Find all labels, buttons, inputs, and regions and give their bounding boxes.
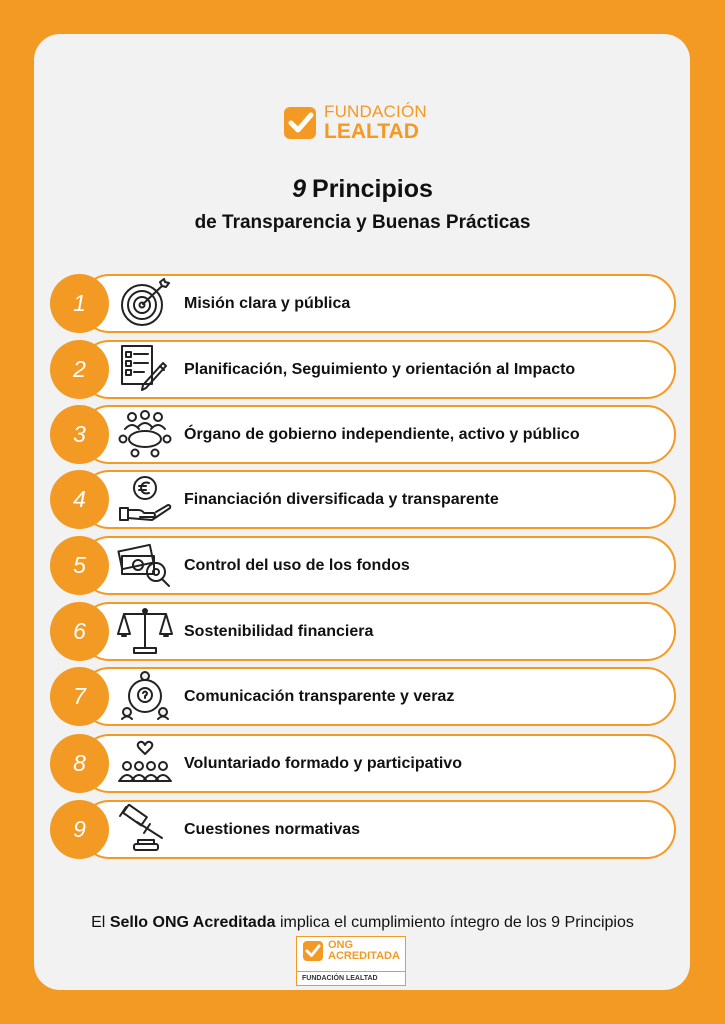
seal-line2: ACREDITADA (328, 950, 400, 962)
board-meeting-icon (116, 409, 174, 459)
page-title (0, 175, 725, 234)
balance-scale-icon (116, 606, 174, 656)
principle-number: 8 (73, 750, 86, 776)
principle-row (50, 800, 676, 858)
checklist-pencil-icon (116, 344, 174, 394)
principle-label: Órgano de gobierno independiente, activo y público (184, 425, 580, 443)
principle-row (50, 274, 676, 332)
principle-number: 1 (73, 290, 86, 316)
number-badge (50, 405, 109, 464)
principle-label: Comunicación transparente y veraz (184, 687, 455, 705)
principle-row (50, 470, 676, 528)
number-badge (50, 340, 109, 399)
principle-label: Sostenibilidad financiera (184, 622, 374, 640)
communication-circle-icon (116, 671, 174, 721)
principle-row (50, 536, 676, 594)
fundacion-lealtad-logo (282, 103, 427, 142)
number-badge (50, 470, 109, 529)
euro-coin-hand-icon (116, 474, 174, 524)
principle-label: Control del uso de los fondos (184, 556, 410, 574)
check-badge-icon (302, 940, 324, 962)
number-badge (50, 734, 109, 793)
number-badge (50, 602, 109, 661)
principle-number: 2 (73, 356, 86, 382)
principle-label: Financiación diversificada y transparente (184, 490, 499, 508)
principle-label: Voluntariado formado y participativo (184, 754, 462, 772)
banknotes-magnifier-icon (116, 540, 174, 590)
number-badge (50, 274, 109, 333)
check-badge-icon (282, 105, 318, 141)
footer-pre: El (91, 914, 106, 931)
title-subtitle: de Transparencia y Buenas Prácticas (194, 212, 531, 233)
ong-acreditada-seal (296, 936, 406, 986)
footer-bold: Sello ONG Acreditada (109, 914, 276, 931)
number-badge (50, 536, 109, 595)
principle-row (50, 667, 676, 725)
principle-number: 7 (73, 683, 86, 709)
principle-label: Planificación, Seguimiento y orientación al Impacto (184, 360, 576, 378)
gavel-icon (116, 804, 174, 854)
footer-note (0, 914, 725, 932)
principle-number: 9 (73, 816, 86, 842)
principle-row (50, 340, 676, 398)
title-number: 9 (292, 175, 307, 203)
seal-subtitle: FUNDACIÓN LEALTAD (297, 971, 405, 985)
principle-number: 4 (73, 486, 86, 512)
logo-line1: FUNDACIÓN (324, 102, 427, 121)
seal-line1: ONG (328, 939, 354, 951)
footer-post: implica el cumplimiento íntegro de los 9 Principios (279, 914, 634, 931)
title-heading: Principios (312, 175, 433, 203)
principle-label: Cuestiones normativas (184, 820, 361, 838)
principle-number: 6 (73, 618, 86, 644)
logo-line2: LEALTAD (324, 120, 419, 143)
principle-number: 3 (73, 421, 86, 447)
principle-row (50, 734, 676, 792)
number-badge (50, 667, 109, 726)
principle-row (50, 405, 676, 463)
number-badge (50, 800, 109, 859)
principle-row (50, 602, 676, 660)
volunteers-heart-icon (116, 738, 174, 788)
principle-number: 5 (73, 552, 86, 578)
target-icon (116, 278, 174, 328)
principle-label: Misión clara y pública (184, 294, 351, 312)
